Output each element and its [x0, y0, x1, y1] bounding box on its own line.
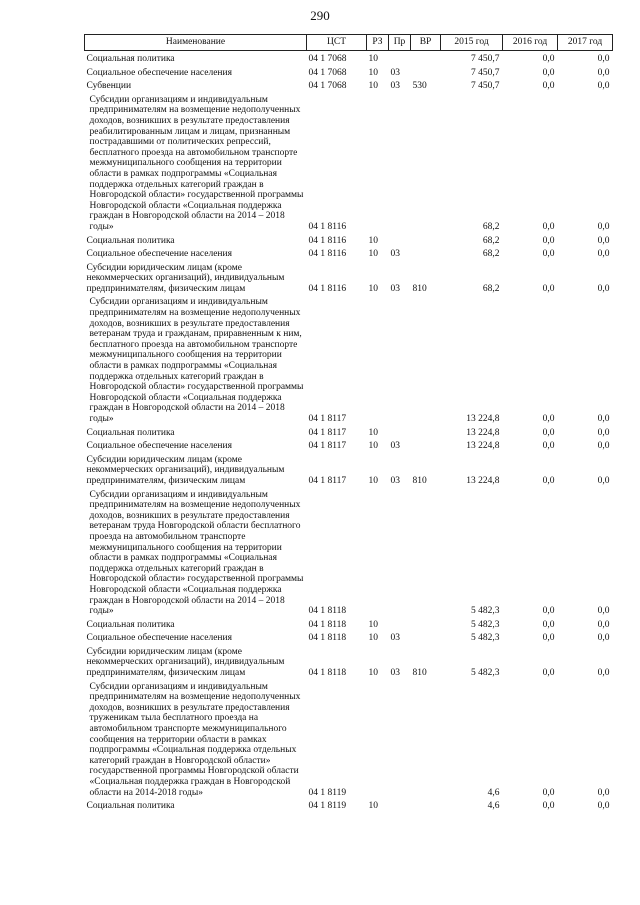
- cell-rz: 10: [368, 619, 378, 630]
- cell-rz: 10: [368, 427, 378, 438]
- page-number: 290: [310, 8, 330, 23]
- col-header-pr: Пр: [389, 35, 411, 51]
- cell-2017: 0,0: [597, 81, 610, 92]
- cell-2015: 13 224,8: [466, 414, 500, 424]
- cell-rz: 10: [368, 633, 378, 644]
- table-row: [85, 294, 613, 424]
- table-row: [85, 630, 613, 644]
- col-header-name: Наименование: [85, 35, 307, 51]
- cell-pr: 03: [390, 441, 400, 452]
- col-header-rz: РЗ: [367, 35, 389, 51]
- cell-name: Социальная политика: [86, 427, 175, 438]
- cell-2017: 0,0: [597, 249, 610, 260]
- cell-pr: [389, 798, 411, 812]
- table-header-row: [85, 35, 613, 51]
- cell-rz: 10: [368, 801, 378, 812]
- table-row: [85, 246, 613, 260]
- cell-rz: 10: [368, 235, 378, 246]
- cell-2017: 0,0: [597, 414, 610, 424]
- cell-pr: 03: [390, 668, 400, 679]
- cell-2017: 0,0: [597, 475, 610, 486]
- cell-2015: 13 224,8: [466, 427, 500, 438]
- cell-cst: 04 1 8118: [308, 668, 347, 679]
- cell-cst: 04 1 8117: [308, 414, 347, 424]
- cell-pr: 03: [390, 475, 400, 486]
- cell-rz: 10: [368, 67, 378, 78]
- cell-2015: 7 450,7: [471, 81, 500, 92]
- cell-name: Субсидии организациям и индивидуальным предпринимателям на возмещение недополученных доходов, возникших в результате предоставления ветеранам труда и гражданам, приравненным к ним, бесплатного проезда на автомобильном транспорте межмуниципального сообщения на территории области в рамках подпрограммы «Социальная поддержка отдельных категорий граждан в Новгородской области» государственной программы Новгородской области «Социальная поддержка граждан в Новгородской области на 2014 – 2018 годы»: [89, 297, 304, 424]
- budget-table: [84, 34, 613, 812]
- cell-rz: 10: [368, 81, 378, 92]
- cell-2016: 0,0: [542, 606, 555, 617]
- cell-cst: 04 1 8117: [308, 427, 347, 438]
- cell-2016: 0,0: [542, 787, 555, 798]
- cell-cst: 04 1 8116: [308, 235, 347, 246]
- cell-cst: 04 1 8119: [308, 787, 347, 798]
- cell-rz: 10: [368, 668, 378, 679]
- cell-rz: 10: [368, 249, 378, 260]
- cell-2015: 5 482,3: [471, 606, 500, 617]
- table-row: [85, 438, 613, 452]
- cell-2016: 0,0: [542, 81, 555, 92]
- cell-pr: [389, 425, 411, 439]
- cell-2016: 0,0: [542, 619, 555, 630]
- cell-name: Субсидии юридическим лицам (кроме некоммерческих организаций), индивидуальным предпринимателям, физическим лицам: [86, 262, 285, 294]
- cell-cst: 04 1 8118: [308, 633, 347, 644]
- cell-cst: 04 1 8116: [308, 249, 347, 260]
- col-header-2017: 2017 год: [558, 35, 613, 51]
- cell-2015: 7 450,7: [471, 54, 500, 64]
- cell-2015: 68,2: [482, 235, 500, 246]
- table-row: [85, 487, 613, 617]
- cell-pr: [389, 487, 411, 617]
- cell-vr: 810: [412, 475, 427, 486]
- cell-vr: [411, 65, 441, 79]
- cell-vr: [411, 438, 441, 452]
- table-row: [85, 452, 613, 487]
- cell-rz: 10: [368, 475, 378, 486]
- cell-2016: 0,0: [542, 54, 555, 64]
- cell-2015: 68,2: [482, 221, 500, 232]
- cell-2017: 0,0: [597, 787, 610, 798]
- col-header-2015: 2015 год: [441, 35, 503, 51]
- cell-2017: 0,0: [597, 801, 610, 812]
- cell-2017: 0,0: [597, 606, 610, 617]
- cell-cst: 04 1 7068: [308, 67, 347, 78]
- cell-2017: 0,0: [597, 54, 610, 64]
- cell-2015: 13 224,8: [466, 475, 500, 486]
- cell-2015: 13 224,8: [466, 441, 500, 452]
- cell-2016: 0,0: [542, 441, 555, 452]
- col-header-vr: ВР: [411, 35, 441, 51]
- cell-rz: 10: [368, 54, 378, 64]
- cell-name: Социальная политика: [86, 619, 175, 630]
- cell-vr: [411, 679, 441, 799]
- cell-2016: 0,0: [542, 67, 555, 78]
- cell-vr: [411, 798, 441, 812]
- table-row: [85, 679, 613, 799]
- cell-vr: [411, 246, 441, 260]
- cell-vr: [411, 630, 441, 644]
- cell-name: Социальное обеспечение населения: [86, 633, 232, 644]
- cell-2016: 0,0: [542, 221, 555, 232]
- cell-2017: 0,0: [597, 221, 610, 232]
- cell-name: Субсидии юридическим лицам (кроме некоммерческих организаций), индивидуальным предпринимателям, физическим лицам: [86, 646, 285, 679]
- cell-rz: 10: [368, 441, 378, 452]
- cell-2016: 0,0: [542, 249, 555, 260]
- table-row: [85, 65, 613, 79]
- cell-2017: 0,0: [597, 441, 610, 452]
- cell-vr: [411, 92, 441, 233]
- cell-vr: [411, 51, 441, 65]
- cell-name: Субсидии организациям и индивидуальным предпринимателям на возмещение недополученных доходов, возникших в результате предоставления реабилитированным лицам и лицам, признанным пострадавшими от политических репрессий, бесплатного проезда на автомобильном транспорте межмуниципального сообщения на территории области в рамках подпрограммы «Социальная поддержка отдельных категорий граждан в Новгородской области» государственной программы Новгородской области «Социальная поддержка граждан в Новгородской области на 2014 – 2018 годы»: [89, 94, 304, 232]
- cell-name: Субсидии организациям и индивидуальным предпринимателям на возмещение недополученных доходов, возникших в результате предоставления ветеранам труда Новгородской области бесплатного проезда на автомобильном транспорте межмуниципального сообщения на территории области в рамках подпрограммы «Социальная поддержка отдельных категорий граждан в Новгородской области» государственной программы Новгородской области «Социальная поддержка граждан в Новгородской области на 2014 – 2018 годы»: [89, 489, 304, 617]
- cell-cst: 04 1 7068: [308, 81, 347, 92]
- cell-2016: 0,0: [542, 283, 555, 294]
- cell-2017: 0,0: [597, 668, 610, 679]
- cell-2015: 68,2: [482, 283, 500, 294]
- col-header-cst: ЦСТ: [307, 35, 367, 51]
- cell-cst: 04 1 7068: [308, 54, 347, 64]
- cell-vr: 530: [412, 81, 427, 92]
- table-row: [85, 425, 613, 439]
- cell-2016: 0,0: [542, 414, 555, 424]
- cell-pr: [389, 51, 411, 65]
- cell-vr: [411, 487, 441, 617]
- cell-pr: [389, 294, 411, 424]
- cell-vr: [411, 233, 441, 247]
- cell-2015: 5 482,3: [471, 619, 500, 630]
- cell-vr: [411, 425, 441, 439]
- cell-2017: 0,0: [597, 633, 610, 644]
- cell-pr: 03: [390, 67, 400, 78]
- cell-vr: [411, 294, 441, 424]
- cell-cst: 04 1 8117: [308, 475, 347, 486]
- cell-pr: [389, 233, 411, 247]
- table-row: [85, 233, 613, 247]
- cell-2015: 68,2: [482, 249, 500, 260]
- cell-2015: 7 450,7: [471, 67, 500, 78]
- cell-rz: [367, 294, 389, 424]
- cell-rz: [367, 487, 389, 617]
- cell-rz: 10: [368, 283, 378, 294]
- cell-rz: [367, 92, 389, 233]
- cell-2015: 5 482,3: [471, 668, 500, 679]
- cell-pr: [389, 617, 411, 631]
- cell-pr: 03: [390, 283, 400, 294]
- cell-cst: 04 1 8118: [308, 606, 347, 617]
- cell-2016: 0,0: [542, 801, 555, 812]
- cell-name: Социальная политика: [86, 54, 175, 64]
- cell-name: Социальная политика: [86, 801, 175, 812]
- cell-2017: 0,0: [597, 427, 610, 438]
- cell-2016: 0,0: [542, 475, 555, 486]
- cell-name: Субсидии юридическим лицам (кроме некоммерческих организаций), индивидуальным предпринимателям, физическим лицам: [86, 454, 285, 486]
- cell-2017: 0,0: [597, 619, 610, 630]
- cell-pr: [389, 92, 411, 233]
- table-row: [85, 51, 613, 65]
- cell-2015: 4,6: [487, 801, 500, 812]
- cell-name: Социальное обеспечение населения: [86, 441, 232, 452]
- cell-name: Социальное обеспечение населения: [86, 249, 232, 260]
- table-row: [85, 78, 613, 92]
- cell-name: Социальное обеспечение населения: [86, 67, 232, 78]
- cell-2017: 0,0: [597, 235, 610, 246]
- cell-2016: 0,0: [542, 235, 555, 246]
- cell-cst: 04 1 8119: [308, 801, 347, 812]
- cell-rz: [367, 679, 389, 799]
- cell-cst: 04 1 8118: [308, 619, 347, 630]
- cell-name: Субсидии организациям и индивидуальным предпринимателям на возмещение недополученных доходов, возникших в результате предоставления труженикам тыла бесплатного проезда на автомобильном транспорте межмуниципального сообщения на территории области в рамках подпрограммы «Социальная поддержка отдельных категорий граждан в Новгородской области» государственной программы Новгородской области «Социальная поддержка граждан в Новгородской области на 2014-2018 годы»: [89, 681, 301, 798]
- cell-name: Социальная политика: [86, 235, 175, 246]
- cell-2015: 4,6: [487, 787, 500, 798]
- cell-cst: 04 1 8117: [308, 441, 347, 452]
- cell-2017: 0,0: [597, 283, 610, 294]
- table-row: [85, 644, 613, 679]
- cell-vr: 810: [412, 283, 427, 294]
- cell-2017: 0,0: [597, 67, 610, 78]
- cell-pr: [389, 679, 411, 799]
- col-header-2016: 2016 год: [503, 35, 558, 51]
- cell-pr: 03: [390, 249, 400, 260]
- table-body: [85, 51, 613, 812]
- cell-name: Субвенции: [86, 81, 132, 92]
- table-row: [85, 92, 613, 233]
- cell-vr: [411, 617, 441, 631]
- cell-2016: 0,0: [542, 668, 555, 679]
- cell-vr: 810: [412, 668, 427, 679]
- cell-2016: 0,0: [542, 633, 555, 644]
- table-row: [85, 260, 613, 295]
- cell-pr: 03: [390, 633, 400, 644]
- cell-pr: 03: [390, 81, 400, 92]
- cell-2015: 5 482,3: [471, 633, 500, 644]
- table-row: [85, 798, 613, 812]
- cell-cst: 04 1 8116: [308, 221, 347, 232]
- cell-cst: 04 1 8116: [308, 283, 347, 294]
- cell-2016: 0,0: [542, 427, 555, 438]
- table-row: [85, 617, 613, 631]
